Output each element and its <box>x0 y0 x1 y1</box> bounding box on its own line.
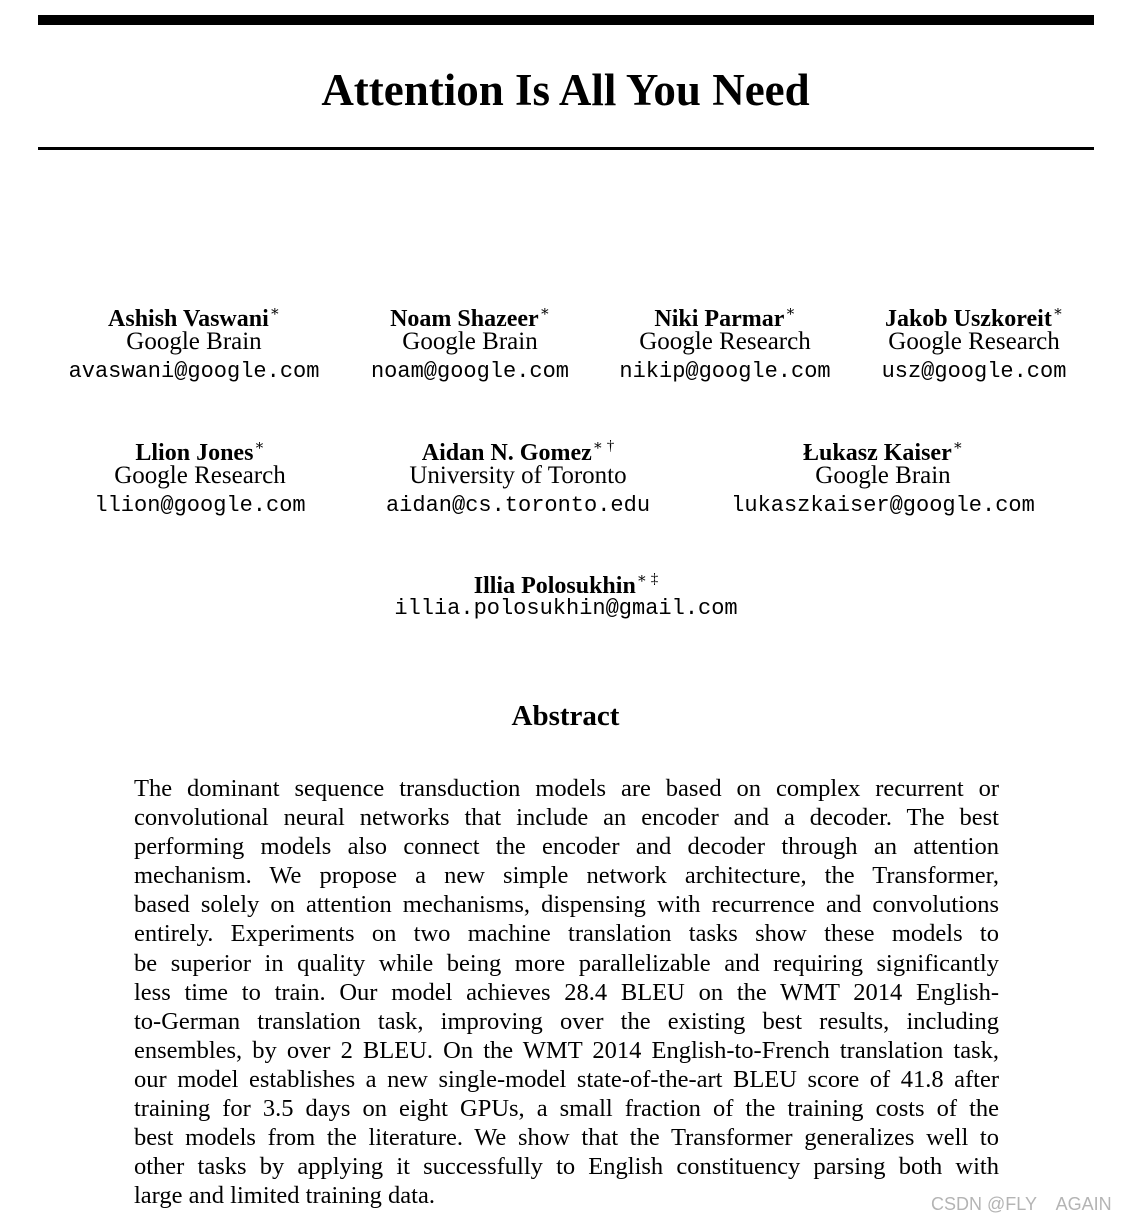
author-block <box>69 297 320 387</box>
author-affiliation: Google Brain <box>126 328 262 355</box>
author-footnote-mark: ∗ <box>952 438 963 454</box>
paper-title: Attention Is All You Need <box>321 65 810 115</box>
author-footnote-mark: ∗ † <box>592 438 615 454</box>
abstract-line: to-German translation task, improving over the existing best results, including <box>134 1007 999 1035</box>
abstract-line: performing models also connect the encoder and decoder through an attention <box>134 833 999 861</box>
author-name: Jakob Uszkoreit∗ <box>884 304 1064 332</box>
author-name: Niki Parmar∗ <box>654 304 796 332</box>
author-affiliation: Google Research <box>114 462 286 489</box>
author-email[interactable]: avaswani@google.com <box>68 359 320 384</box>
author-block <box>371 297 569 387</box>
author-name: Noam Shazeer∗ <box>390 304 550 332</box>
author-footnote-mark: ∗ <box>539 304 550 320</box>
top-rule <box>38 15 1094 25</box>
author-block <box>619 297 830 387</box>
abstract-line: less time to train. Our model achieves 28.4 BLEU on the WMT 2014 English- <box>134 978 999 1006</box>
abstract-line: be superior in quality while being more parallelizable and requiring significantly <box>134 949 999 977</box>
abstract-line: other tasks by applying it successfully to English constituency parsing both with <box>134 1153 999 1181</box>
watermark: CSDN @FLY AGAIN <box>931 1194 1112 1214</box>
title-rule <box>38 147 1094 150</box>
abstract-line: ensembles, by over 2 BLEU. On the WMT 2014 English-to-French translation task, <box>134 1036 999 1064</box>
abstract-line: based solely on attention mechanisms, dispensing with recurrence and convolutions <box>134 891 999 919</box>
author-email[interactable]: noam@google.com <box>370 359 570 384</box>
author-block <box>394 564 737 624</box>
author-email[interactable]: aidan@cs.toronto.edu <box>385 493 651 518</box>
author-affiliation: Google Brain <box>402 328 538 355</box>
author-email[interactable]: illia.polosukhin@gmail.com <box>394 596 738 621</box>
author-email[interactable]: lukaszkaiser@google.com <box>731 493 1035 518</box>
abstract-line: convolutional neural networks that include an encoder and a decoder. The best <box>134 804 999 832</box>
author-affiliation: Google Research <box>888 328 1060 355</box>
author-footnote-mark: ∗ <box>254 438 265 454</box>
abstract-body <box>134 774 999 1210</box>
author-name: Ashish Vaswani∗ <box>108 304 280 332</box>
author-affiliation: Google Brain <box>815 462 951 489</box>
author-block <box>882 297 1067 387</box>
author-footnote-mark: ∗ <box>785 304 796 320</box>
author-footnote-mark: ∗ <box>1052 304 1064 320</box>
author-block <box>731 431 1035 521</box>
author-affiliation: University of Toronto <box>409 462 627 489</box>
author-affiliation: Google Research <box>639 328 811 355</box>
abstract-line: mechanism. We propose a new simple network architecture, the Transformer, <box>134 862 999 890</box>
abstract-line: best models from the literature. We show that the Transformer generalizes well to <box>134 1124 999 1152</box>
author-email[interactable]: usz@google.com <box>881 359 1067 384</box>
author-footnote-mark: ∗ <box>269 304 280 320</box>
author-name: Aidan N. Gomez∗ † <box>421 438 615 466</box>
author-email[interactable]: nikip@google.com <box>619 359 831 384</box>
author-footnote-mark: ∗ ‡ <box>636 571 659 587</box>
abstract-line: The dominant sequence transduction models are based on complex recurrent or <box>134 775 999 802</box>
abstract-line: large and limited training data. <box>134 1182 435 1210</box>
author-email[interactable]: llion@google.com <box>94 493 306 518</box>
abstract-heading: Abstract <box>511 700 620 732</box>
abstract-line: entirely. Experiments on two machine translation tasks show these models to <box>134 920 999 948</box>
author-block <box>386 431 650 521</box>
author-name: Łukasz Kaiser∗ <box>803 438 963 466</box>
abstract-line: training for 3.5 days on eight GPUs, a small fraction of the training costs of the <box>134 1095 999 1123</box>
author-name: Illia Polosukhin∗ ‡ <box>473 571 659 599</box>
abstract-line: our model establishes a new single-model state-of-the-art BLEU score of 41.8 after <box>134 1065 999 1093</box>
author-block <box>94 431 305 521</box>
author-name: Llion Jones∗ <box>135 438 265 466</box>
